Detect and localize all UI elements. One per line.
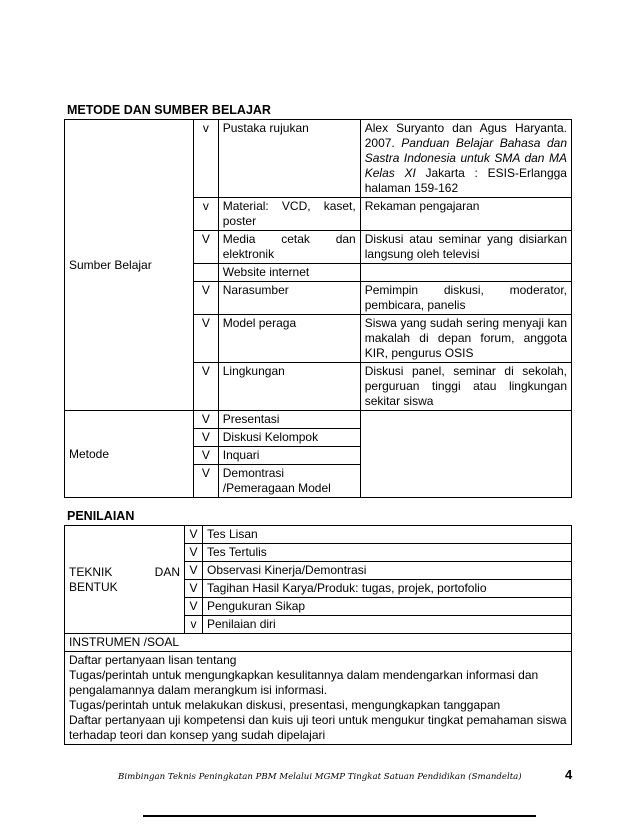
description-cell: Pemimpin diskusi, moderator, pembicara, panelis (360, 282, 571, 315)
description-cell: Rekaman pengajaran (360, 198, 571, 231)
item-cell: Material: VCD, kaset, poster (218, 198, 360, 231)
item-cell: Observasi Kinerja/Demontrasi (203, 562, 572, 580)
citation-publisher: Jakarta : ESIS-Erlangga halaman 159-162 (364, 166, 567, 195)
item-cell: Tes Tertulis (203, 544, 572, 562)
item-cell: Lingkungan (218, 363, 360, 411)
sumber-belajar-label: Sumber Belajar (65, 120, 194, 411)
table-row (65, 634, 572, 652)
teknik-bentuk-label (65, 526, 185, 634)
instrumen-line: Daftar pertanyaan lisan tentang (69, 653, 237, 667)
page-number: 4 (565, 767, 573, 782)
instrumen-line: Daftar pertanyaan uji kompetensi dan kuis uji teori untuk mengukur tingkat pemahaman siswa terhadap teori dan konsep yang sudah dipelajari (69, 713, 567, 742)
empty-cell (360, 411, 571, 498)
item-cell: Presentasi (218, 411, 360, 429)
item-cell: Tagihan Hasil Karya/Produk: tugas, projek, portofolio (203, 580, 572, 598)
item-cell: Diskusi Kelompok (218, 429, 360, 447)
item-cell: Website internet (218, 264, 360, 282)
check-mark: V (194, 363, 219, 411)
check-mark: V (194, 411, 219, 429)
dan-word: DAN (154, 564, 180, 579)
metode-label: Metode (65, 411, 194, 498)
item-cell: Penilaian diri (203, 616, 572, 634)
description-cell: Siswa yang sudah sering menyaji kan makalah di depan forum, anggota KIR, pengurus OSIS (360, 315, 571, 363)
bentuk-word: BENTUK (69, 579, 118, 594)
check-mark: V (194, 231, 219, 264)
instrumen-content (65, 652, 572, 745)
check-mark: V (194, 465, 219, 498)
section-title-penilaian: PENILAIAN (67, 509, 135, 523)
check-mark (194, 264, 219, 282)
check-mark: V (185, 544, 203, 562)
check-mark: V (185, 598, 203, 616)
item-cell: Narasumber (218, 282, 360, 315)
description-cell (360, 120, 571, 198)
citation-book-title: Panduan Belajar Bahasa dan Sastra Indonesia untuk SMA dan MA Kelas XI (364, 136, 567, 180)
description-cell (360, 264, 571, 282)
penilaian-table (64, 525, 572, 745)
description-cell: Diskusi panel, seminar di sekolah, perguruan tinggi atau lingkungan sekitar siswa (360, 363, 571, 411)
check-mark: V (185, 562, 203, 580)
description-cell: Diskusi atau seminar yang disiarkan langsung oleh televisi (360, 231, 571, 264)
instrumen-line: Tugas/perintah untuk melakukan diskusi, presentasi, mengungkapkan tanggapan (69, 698, 501, 712)
item-cell: Demontrasi /Pemeragaan Model (218, 465, 360, 498)
check-mark: V (194, 447, 219, 465)
instrumen-line: Tugas/perintah untuk mengungkapkan kesulitannya dalam mendengarkan informasi dan pengalamannya dalam merangkum isi informasi. (69, 668, 539, 697)
check-mark: V (194, 429, 219, 447)
table-row (65, 411, 572, 429)
page-footer: Bimbingan Teknis Peningkatan PBM Melalui MGMP Tingkat Satuan Pendidikan (Smandelta) (118, 772, 522, 782)
metode-sumber-table (64, 119, 572, 498)
section-title-metode: METODE DAN SUMBER BELAJAR (67, 103, 271, 117)
item-cell: Media cetak dan elektronik (218, 231, 360, 264)
table-row (65, 526, 572, 544)
check-mark: V (185, 580, 203, 598)
item-cell: Model peraga (218, 315, 360, 363)
check-mark: v (194, 120, 219, 198)
table-row (65, 120, 572, 198)
check-mark: v (194, 198, 219, 231)
item-cell: Inquari (218, 447, 360, 465)
table-row (65, 652, 572, 745)
item-cell: Pengukuran Sikap (203, 598, 572, 616)
instrumen-header: INSTRUMEN /SOAL (65, 634, 572, 652)
item-cell: Pustaka rujukan (218, 120, 360, 198)
item-cell: Tes Lisan (203, 526, 572, 544)
check-mark: V (185, 526, 203, 544)
teknik-word: TEKNIK (69, 564, 113, 579)
check-mark: V (194, 282, 219, 315)
check-mark: v (185, 616, 203, 634)
citation-author: Alex Suryanto dan Agus Haryanta. 2007. (364, 121, 567, 150)
check-mark: V (194, 315, 219, 363)
bottom-divider (143, 815, 536, 817)
